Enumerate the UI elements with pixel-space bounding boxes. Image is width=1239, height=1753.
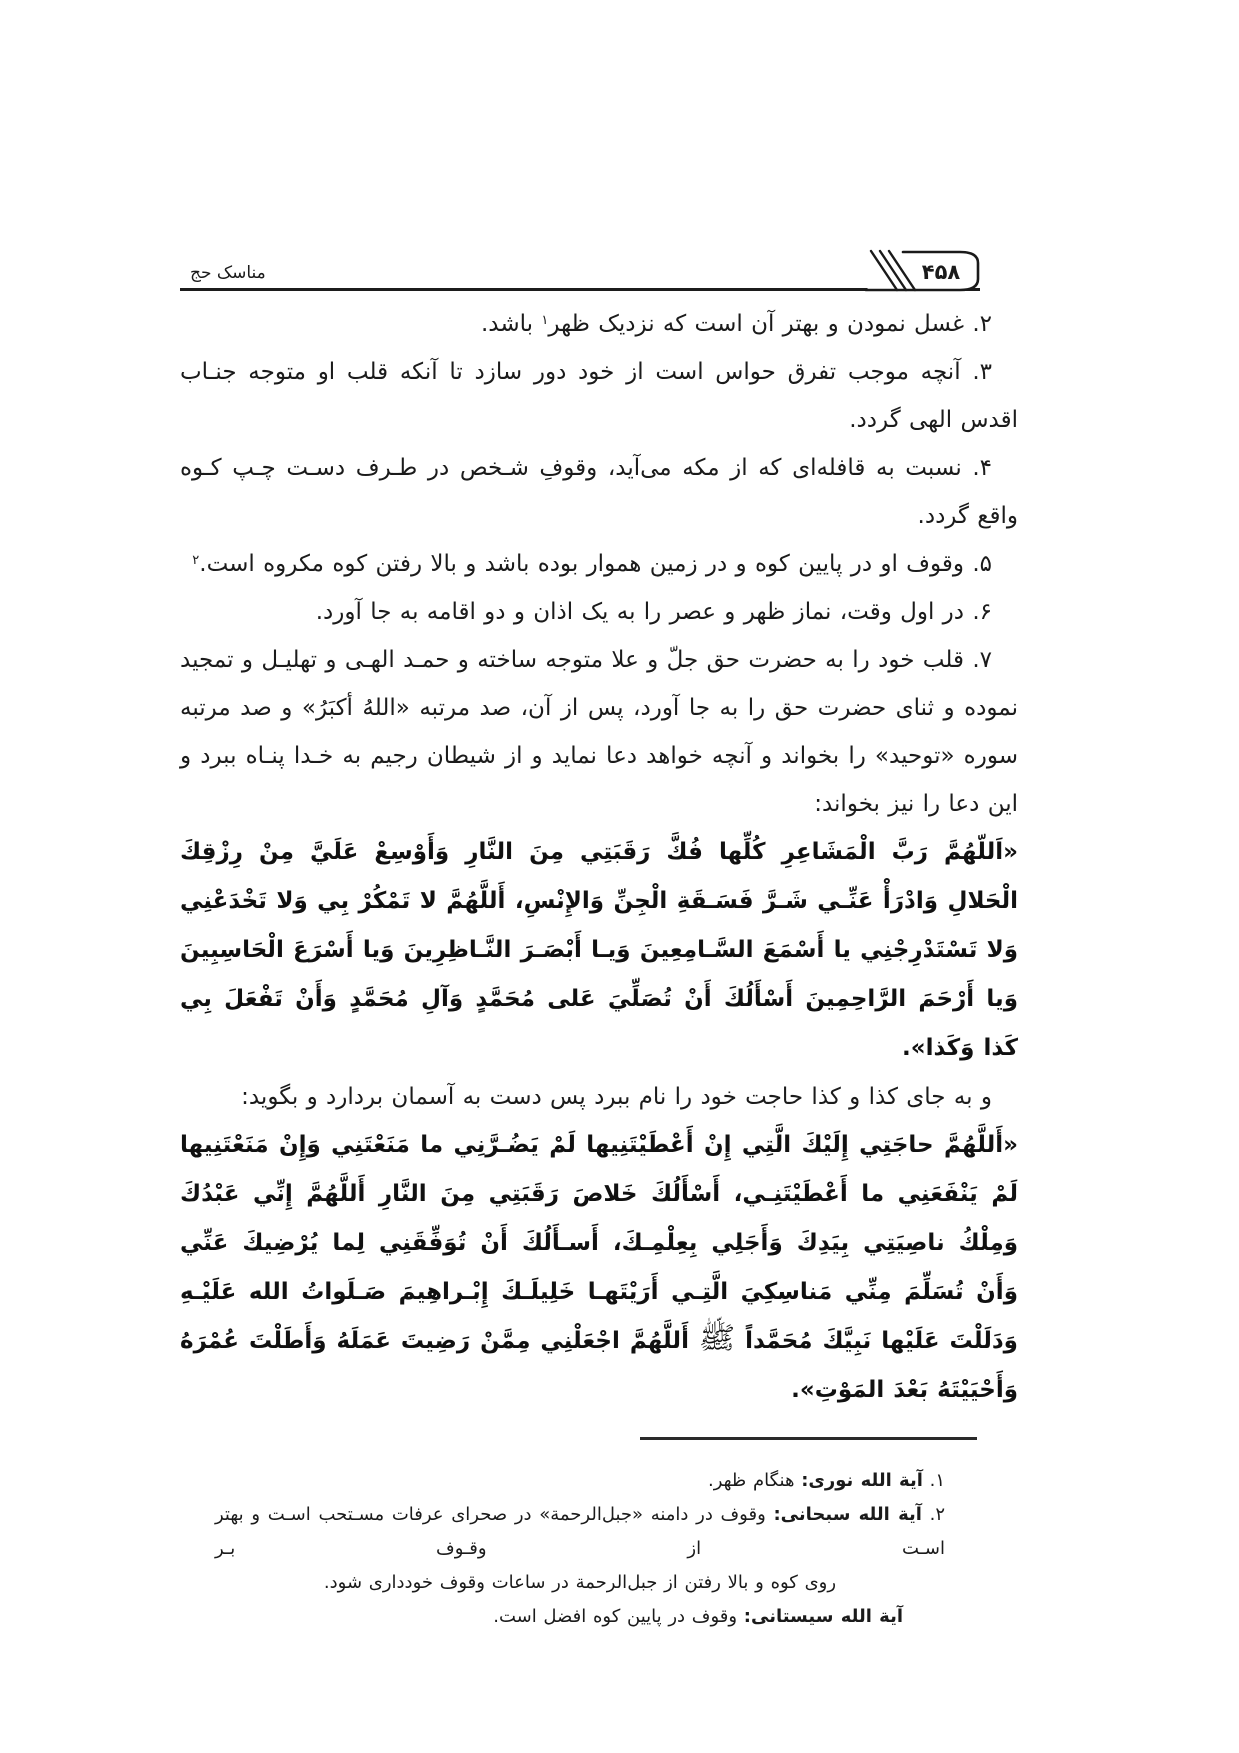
footnote-3-text: وقوف در پایین کوه افضل است.	[493, 1606, 744, 1627]
book-title: مناسک حج	[190, 263, 266, 283]
footnote-1-number: ۱.	[922, 1470, 945, 1491]
prayer-2-part1: «أَللَّهُمَّ حاجَتِي إِلَيْكَ الَّتِي إِنْ أَعْطَيْتَنِيها لَمْ يَضُـرَّنِي ما مَنَعْتَنِي وَإِنْ مَنَعْتَنِيها لَمْ يَنْفَعَنِي ما أَعْطَيْتَنِـي، أَسْأَلُكَ خَلاصَ رَقَبَتِي مِنَ النَّارِ أَللَّهُمَّ إِنِّي عَبْدُكَ وَمِلْكُ ناصِيَتِي بِيَدِكَ وَأَجَلِي بِعِلْمِـكَ، أَسـأَلُكَ أَنْ تُوَفِّقَنِي لِما يُرْضِيكَ عَنِّي وَأَنْ تُسَلِّمَ مِنِّي مَناسِكِيَ الَّتِـي أَرَيْتَهـا خَلِيلَـكَ إِبْـراهِيمَ صَـلَواتُ الله عَلَيْـهِ وَدَلَلْتَ عَلَيْها نَبِيَّكَ مُحَمَّداً	[180, 1132, 1018, 1354]
footnotes-block	[215, 1464, 945, 1634]
footnote-1-text: هنگام ظهر.	[707, 1470, 802, 1491]
paragraph-item-3: ۳. آنچه موجب تفرق حواس است از خود دور سازد تا آنکه قلب او متوجه جنـاب اقدس الهی گردد.	[180, 359, 1018, 433]
footnote-3	[215, 1600, 945, 1634]
footnote-3-marja-name: آیة الله سیستانی:	[743, 1606, 903, 1627]
pbuh-calligraphy-icon: ﷺ	[698, 1321, 736, 1356]
footnote-2-number: ۲.	[921, 1504, 945, 1525]
paragraph-item-5	[180, 540, 1018, 588]
paragraph-item-4: ۴. نسبت به قافله‌ای که از مکه می‌آید، وقوفِ شـخص در طـرف دسـت چـپ کـوه واقع گردد.	[180, 455, 1018, 529]
item-2-text: ۲. غسل نمودن و بهتر آن است که نزدیک ظهر	[548, 311, 992, 337]
footnote-1-marja-name: آیة الله نوری:	[801, 1470, 923, 1491]
footnote-2-marja-name: آیة الله سبحانی:	[773, 1504, 922, 1525]
footnote-separator	[640, 1437, 977, 1440]
footnote-ref-1: ۱	[541, 313, 549, 328]
item-5-text: ۵. وقوف او در پایین کوه و در زمین هموار بوده باشد و بالا رفتن کوه مکروه است.	[199, 551, 992, 577]
paragraph-item-6: ۶. در اول وقت، نماز ظهر و عصر را به یک اذان و دو اقامه به جا آورد.	[315, 599, 992, 625]
arabic-prayer-1: «اَللّهُمَّ رَبَّ الْمَشَاعِرِ كُلِّها فُكَّ رَقَبَتِي مِنَ النَّارِ وَأَوْسِعْ عَلَيَّ مِنْ رِزْقِكَ الْحَلالِ وَادْرَأْ عَنِّـي شَـرَّ فَسَـقَةِ الْجِنِّ وَالإِنْسِ، أَللَّهُمَّ لا تَمْكُرْ بِي وَلا تَخْدَعْنِي وَلا تَسْتَدْرِجْنِي يا أَسْمَعَ السَّـامِعِينَ وَيـا أَبْصَـرَ النَّـاظِرِينَ وَيا أَسْرَعَ الْحَاسِبِينَ وَيا أَرْحَمَ الرَّاحِمِينَ أَسْأَلُكَ أَنْ تُصَلِّيَ عَلى مُحَمَّدٍ وَآلِ مُحَمَّدٍ وَأَنْ تَفْعَلَ بِي كَذا وَكَذا».	[180, 839, 1018, 1061]
paragraph-item-2	[180, 300, 1018, 348]
page-number: ۴۵۸	[921, 260, 961, 284]
body-text	[180, 300, 1018, 1634]
prayer-2-part2: أَللَّهُمَّ اجْعَلْنِي مِمَّنْ رَضِيتَ عَمَلَهُ وَأَطَلْتَ عُمْرَهُ وَأَحْيَيْتَهُ بَعْدَ المَوْتِ».	[180, 1328, 1018, 1403]
arabic-prayer-2	[180, 1121, 1018, 1415]
page-header	[180, 246, 980, 291]
footnote-1	[215, 1464, 945, 1498]
paragraph-item-7: ۷. قلب خود را به حضرت حق جلّ و علا متوجه ساخته و حمـد الهـی و تهلیـل و تمجید نموده و ثنای حضرت حق را به جا آورد، پس از آن، صد مرتبه «اللهُ أکبَرُ» و صد مرتبه سوره «توحید» را بخواند و آنچه خواهد دعا نماید و از شیطان رجیم به خـدا پنـاه ببرد و این دعا را نیز بخواند:	[180, 647, 1018, 817]
footnote-2-line-2: روی کوه و بالا رفتن از جبل‌الرحمة در ساعات وقوف خودداری شود.	[323, 1572, 837, 1593]
footnote-2-text-line-1: وقوف در دامنه «جبل‌الرحمة» در صحرای عرفات مسـتحب اسـت و بهتر اسـت از وقـوف بـر	[215, 1504, 945, 1559]
footnote-ref-2: ۲	[192, 553, 200, 568]
item-2-tail: باشد.	[481, 311, 542, 337]
page-number-badge	[857, 249, 982, 293]
footnote-2-line-1	[215, 1498, 945, 1566]
paragraph-bridge: و به جای کذا و کذا حاجت خود را نام ببرد پس دست به آسمان بردارد و بگوید:	[241, 1084, 992, 1110]
